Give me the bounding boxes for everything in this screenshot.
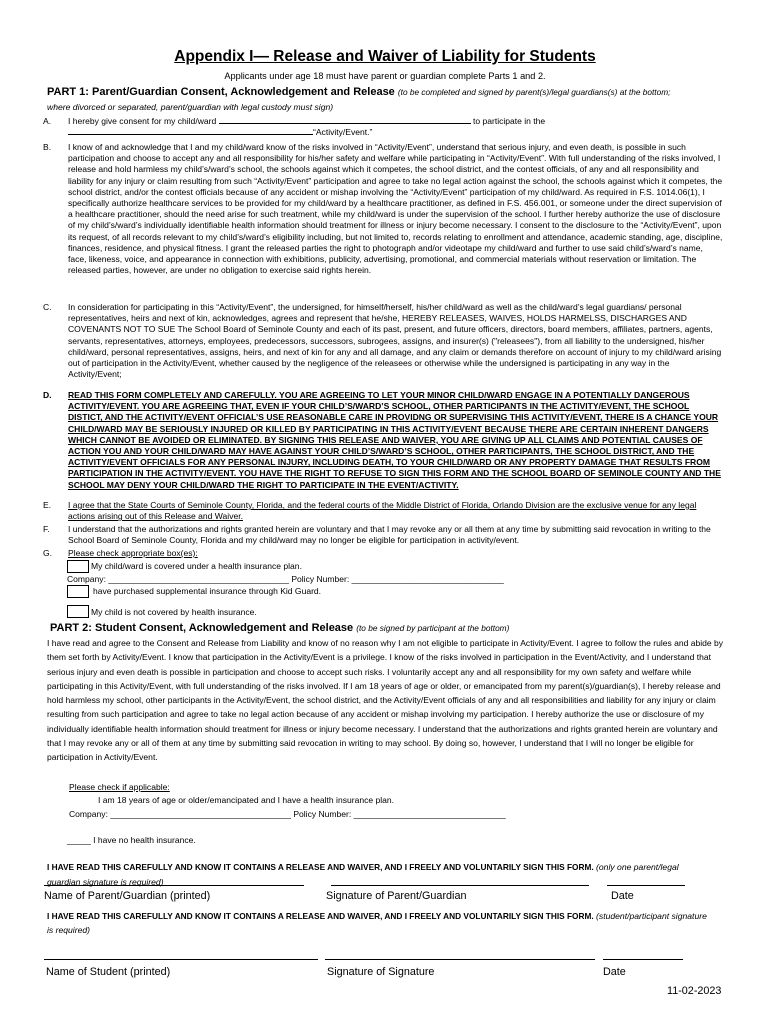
clause-c-text: In consideration for participating in this “Activity/Event”, the undersigned, for himself/herself, his/her child/ward as well as the child/ward’s legal guardians/ personal representatives, heirs and next of kin, acknowledges, agrees and represent that he/she, HEREBY RELEASES, WAIVES, HOLDS HARMELSS, DISCHARGES AND COVENANTS NOT TO SUE The School Board of Seminole County and each of its past, present, and future officers, directors, board members, affiliates, partners, agents, servants, representatives, attorneys, employees, predecessors, successors, subrogees, assigns, and insurer(s) ("releasees"), from all liability to the undersigned, his/her child/ward, personal representatives, assigns, heirs, and next of kin for any and all damage, and any claim or demands therefore on account of injury to my child/ward arising out of participation in the Activity/Event, whether caused by the negligence of the releasees or otherwise while the undersigned is participating in any way in the Activity/Event; bbox=[68, 302, 722, 380]
child-name-line[interactable] bbox=[219, 123, 471, 124]
parent-acknowledgement bbox=[47, 862, 679, 872]
clause-a-text-2: to participate in the bbox=[472, 116, 546, 126]
covered-insurance-checkbox[interactable] bbox=[67, 560, 89, 573]
clause-b bbox=[43, 142, 723, 276]
clause-f bbox=[43, 524, 723, 546]
clause-c bbox=[43, 302, 723, 380]
parent-signature-line[interactable] bbox=[331, 885, 589, 886]
student-ack-text: I HAVE READ THIS CAREFULLY AND KNOW IT CONTAINS A RELEASE AND WAIVER, AND I FREELY AND VOLUNTARILY SIGN THIS FORM. bbox=[47, 911, 594, 921]
clause-g bbox=[43, 548, 723, 559]
student-signature-line[interactable] bbox=[325, 959, 595, 960]
part2-company-policy-line: Company: ______________________________________ Policy Number: ________________________________ bbox=[69, 809, 506, 819]
clause-b-label: B. bbox=[43, 142, 52, 152]
parent-ack-note-2: guardian signature is required) bbox=[47, 877, 164, 887]
part2-heading-text: PART 2: Student Consent, Acknowledgement and Release bbox=[50, 622, 354, 634]
clause-d-label: D. bbox=[43, 390, 52, 400]
student-name-label: Name of Student (printed) bbox=[46, 966, 171, 978]
clause-d bbox=[43, 390, 723, 491]
footer-date: 11-02-2023 bbox=[667, 985, 722, 997]
part2-check-label: Please check if applicable: bbox=[69, 782, 170, 792]
parent-signature-label: Signature of Parent/Guardian bbox=[326, 890, 467, 902]
part1-heading-text: PART 1: Parent/Guardian Consent, Acknowledgement and Release bbox=[47, 86, 395, 98]
clause-f-label: F. bbox=[43, 524, 50, 534]
no-insurance-checkbox[interactable] bbox=[67, 605, 89, 618]
no-health-insurance-option: _____ I have no health insurance. bbox=[67, 835, 196, 845]
clause-a-text: I hereby give consent for my child/ward bbox=[68, 116, 217, 126]
clause-f-text: I understand that the authorizations and rights granted herein are voluntary and that I may revoke any or all them at any time by submitting said revocation in writing to the School Board of Seminole County, Florida and my child/ward may no longer be eligible for participation in activity/event. bbox=[68, 524, 711, 546]
covered-insurance-label: My child/ward is covered under a health insurance plan. bbox=[91, 561, 302, 571]
part1-heading-note: (to be completed and signed by parent(s)/legal guardians(s) at the bottom; bbox=[397, 87, 671, 97]
student-name-line[interactable] bbox=[44, 959, 318, 960]
document-title: Appendix I— Release and Waiver of Liability for Students bbox=[174, 48, 596, 65]
student-acknowledgement bbox=[47, 911, 707, 921]
clause-c-label: C. bbox=[43, 302, 52, 312]
parent-ack-note: (only one parent/legal bbox=[596, 862, 679, 872]
activity-name-line[interactable] bbox=[68, 134, 313, 135]
parent-name-label: Name of Parent/Guardian (printed) bbox=[44, 890, 211, 902]
part2-text: I have read and agree to the Consent and Release from Liability and know of no reason why I am not eligible to participate in Activity/Event. I agree to follow the rules and abide by them set forth by Activity/Event. I know that participation in the Activity/Event is a privilege. I know of the risks involved in participation in the Event/Activity, and I understand that serious injury and even death is possible in participation and choose to accept such risks. I voluntarily accept any and all responsibility for my own safety and welfare while participating in this Activity/Event, with full understanding of the risks involved. If I am 18 years of age or older, or emancipated from my parent(s)/guardian(s), I hereby release and hold harmless my school, other participants in the Activity/Event, the school district, and the Activity/Event officials of any and all responsibilities and liability for any injury or claim resulting from such participation and agree to take no legal action because of any accident or mishap involving my participation. I hereby authorize the use or disclosure of my individually identifiable health information should treatment for illness or injury become necessary. I understand that the authorizations and rights granted herein are voluntary and that I may revoke any or all of them at any time by submitting said revocation in writing to may school. By doing so, however, I understand that I will no longer be eligible for participation in Activity/Event. bbox=[47, 638, 724, 763]
clause-a bbox=[43, 116, 723, 138]
clause-g-text: Please check appropriate box(es): bbox=[68, 548, 198, 558]
parent-date-line[interactable] bbox=[607, 885, 685, 886]
parent-date-label: Date bbox=[611, 890, 634, 902]
clause-a-text-3: “Activity/Event.” bbox=[313, 127, 373, 138]
adult-insured-option: I am 18 years of age or older/emancipated and I have a health insurance plan. bbox=[98, 795, 395, 805]
student-ack-note: (student/participant signature bbox=[596, 911, 707, 921]
clause-d-text: READ THIS FORM COMPLETELY AND CAREFULLY. YOU ARE AGREEING TO LET YOUR MINOR CHILD/WARD ENGAGE IN A POTENTIALLY DANGEROUS ACTIVITY/EVENT. YOU ARE AGREEING THAT, EVEN IF YOUR CHILD’S/WARD’S SCHOOL, OTHER PARTICIPANTS IN THE ACTIVITY/EVENT, THE SCHOOL DISTICT, AND THE ACTIVITY/EVENT OFFICIAL’S USE REASONABLE CARE IN PROVIDNG OR SUPERVISING THIS ACTIVITY/EVENT, THERE IS A CHANCE YOUR CHILD/WARD MAY BE SERIOUSLY INJURED OR KILLED BY PARTICIPATING IN THIS ACTIVITY/EVENT BECAUSE THERE ARE CERTAIN INHERENT DANGERS WHICH CANNOT BE AVOIDED OR ELIMINATED. BY SIGNING THIS RELEASE AND WAIVER, YOU ARE GIVING UP ALL CLAIMS AND POTENTIAL CAUSES OF ACTION YOU AND YOUR CHILD/WARD MAY HAVE AGAINST YOUR CHILD’S/WARD’S SCHOOL, OTHER PARTICIPANTS, THE SCHOOL DISTRICT, AND THE ACTIVITY/EVENT OFFICIALS FOR ANY PERSONAL INJURY, INCLUDING DEATH, TO YOUR CHILD/WARD OR ANY PROPERTY DAMAGE THAT RESULTS FROM PARTICIPATION IN THE ACTIVITY/EVENT. YOU HAVE THE RIGHT TO REFUSE TO SIGN THIS FORM AND THE SCHOOL BOARD OF SEMINOLE COUNTY AND THE SCHOOL MAY DENY YOUR CHILD/WARD THE RIGHT TO PARTICIPATE IN THE EVENT/ACTIVITY. bbox=[68, 390, 721, 490]
parent-ack-text: I HAVE READ THIS CAREFULLY AND KNOW IT CONTAINS A RELEASE AND WAIVER, AND I FREELY AND VOLUNTARILY SIGN THIS FORM. bbox=[47, 862, 594, 872]
kid-guard-checkbox[interactable] bbox=[67, 585, 89, 598]
company-policy-line: Company: ______________________________________ Policy Number: ________________________________ bbox=[67, 574, 504, 584]
clause-e-text: I agree that the State Courts of Seminole County, Florida, and the federal courts of the Middle District of Florida, Orlando Division are the exclusive venue for any legal actions arising out of this Release and Waiver. bbox=[68, 500, 697, 522]
document-subtitle: Applicants under age 18 must have parent or guardian complete Parts 1 and 2. bbox=[224, 71, 546, 81]
part2-heading bbox=[50, 622, 509, 634]
kid-guard-label: have purchased supplemental insurance through Kid Guard. bbox=[93, 586, 322, 596]
clause-b-text: I know of and acknowledge that I and my child/ward know of the risks involved in “Activity/Event”, understand that serious injury, and even death, is possible in such participation and choose to accept any and all responsibility for his/her safety and welfare while participating in “Activity/Event”. With full understanding of the risks involved, I release and hold harmless my child’s/ward’s school, the schools against which it competes, the school district, and the contest officials, of any and all responsibility and liability for any injury or claim resulting from such “Activity/Event” participation and agree to take no legal action against the school, the schools against which it competes, the school district, and/or the contest officials because of any accident or mishap involving the “Activity/Event” participation of my child/ward. As required in F.S. 1014.06(1), I specifically authorize healthcare services to be provided for my child/ward by a healthcare practitioner, as defined in F.S. 456.001, or someone under the direct supervision of a healthcare practitioner, should the need arise for such treatment, while my child/ward is under the supervision of the school. I further hereby authorize the use of disclosure of my child’s/ward’s individually identifiable health information should treatment for illness or injury become necessary. I consent to the disclosure to the “Activity/Event”, upon its request, of all records relevant to my child’s/ward’s eligibility including, but not limited to, records relating to enrollment and attendance, academic standing, age, discipline, finances, residence, and physical fitness. I grant the released parties the right to photograph and/or videotape my child/ward and further to use said child’s/ward’s name, face, likeness, voice, and appearance in connection with exhibitions, publicity, advertising, promotional, and commercial materials without reservation or limitation. The released parties, however, are under no obligation to exercise said rights herein. bbox=[68, 142, 723, 276]
student-date-label: Date bbox=[603, 966, 626, 978]
no-insurance-label: My child is not covered by health insurance. bbox=[91, 607, 257, 617]
student-ack-note-2: is required) bbox=[47, 925, 90, 935]
part1-heading bbox=[47, 86, 670, 98]
student-date-line[interactable] bbox=[603, 959, 683, 960]
student-signature-label: Signature of Signature bbox=[327, 966, 435, 978]
part1-custody-note: where divorced or separated, parent/guardian with legal custody must sign) bbox=[47, 102, 334, 112]
clause-a-label: A. bbox=[43, 116, 52, 126]
parent-name-line[interactable] bbox=[44, 885, 304, 886]
clause-g-label: G. bbox=[43, 548, 53, 558]
clause-e bbox=[43, 500, 723, 522]
part2-heading-note: (to be signed by participant at the bottom) bbox=[356, 623, 510, 633]
clause-e-label: E. bbox=[43, 500, 52, 510]
